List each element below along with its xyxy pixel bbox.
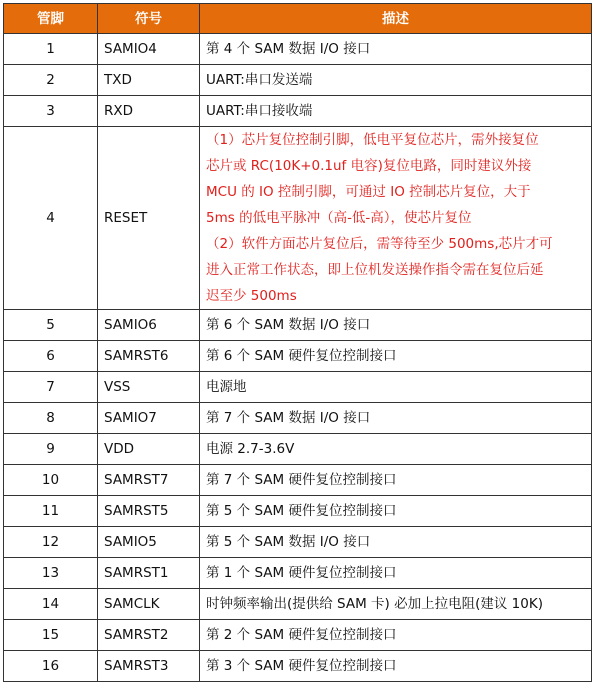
pin-number: 6: [4, 341, 98, 372]
pin-description: 第 6 个 SAM 数据 I/O 接口: [200, 310, 592, 341]
table-row: [4, 34, 592, 65]
reset-desc-line: （2）软件方面芯片复位后，需等待至少 500ms,芯片才可: [206, 236, 553, 252]
table-row: [4, 496, 592, 527]
pin-number: 14: [4, 589, 98, 620]
reset-desc-line: 5ms 的低电平脉冲（高-低-高），使芯片复位: [206, 210, 472, 226]
pin-description: 第 7 个 SAM 数据 I/O 接口: [200, 403, 592, 434]
pin-number: 3: [4, 96, 98, 127]
pin-description: 第 2 个 SAM 硬件复位控制接口: [200, 620, 592, 651]
pin-symbol: SAMIO5: [98, 527, 200, 558]
pin-description: UART:串口接收端: [200, 96, 592, 127]
pin-table-wrapper: [3, 3, 592, 682]
table-row: [4, 403, 592, 434]
table-row-reset: [4, 127, 592, 310]
table-row: [4, 434, 592, 465]
pin-number: 15: [4, 620, 98, 651]
pin-description: 电源地: [200, 372, 592, 403]
pin-number: 11: [4, 496, 98, 527]
pin-number: 10: [4, 465, 98, 496]
pin-symbol: RXD: [98, 96, 200, 127]
pin-number: 9: [4, 434, 98, 465]
table-row: [4, 341, 592, 372]
pin-symbol: SAMCLK: [98, 589, 200, 620]
pin-number: 7: [4, 372, 98, 403]
table-row: [4, 65, 592, 96]
pin-number: 4: [4, 127, 98, 310]
table-row: [4, 527, 592, 558]
table-row: [4, 465, 592, 496]
pin-symbol: SAMRST7: [98, 465, 200, 496]
reset-desc-line: 进入正常工作状态，即上位机发送操作指令需在复位后延: [206, 262, 544, 278]
reset-desc-line: MCU 的 IO 控制引脚，可通过 IO 控制芯片复位，大于: [206, 184, 531, 200]
header-description: 描述: [200, 4, 592, 34]
pin-symbol: SAMIO6: [98, 310, 200, 341]
pin-symbol: TXD: [98, 65, 200, 96]
pin-number: 5: [4, 310, 98, 341]
table-row: [4, 310, 592, 341]
pin-symbol: RESET: [98, 127, 200, 310]
pin-symbol: VDD: [98, 434, 200, 465]
pin-description: 第 4 个 SAM 数据 I/O 接口: [200, 34, 592, 65]
reset-desc-line: 迟至少 500ms: [206, 288, 297, 304]
pin-description: 第 6 个 SAM 硬件复位控制接口: [200, 341, 592, 372]
reset-desc-line: 芯片或 RC(10K+0.1uf 电容)复位电路，同时建议外接: [206, 158, 532, 174]
header-pin: 管脚: [4, 4, 98, 34]
table-header: [4, 4, 592, 34]
pin-symbol: SAMRST5: [98, 496, 200, 527]
pin-description: UART:串口发送端: [200, 65, 592, 96]
table-row: [4, 96, 592, 127]
pin-symbol: SAMRST2: [98, 620, 200, 651]
reset-description: [200, 127, 592, 310]
pin-symbol: SAMIO4: [98, 34, 200, 65]
pin-description: 时钟频率输出(提供给 SAM 卡) 必加上拉电阻(建议 10K): [200, 589, 592, 620]
pin-description: 第 5 个 SAM 硬件复位控制接口: [200, 496, 592, 527]
table-row: [4, 620, 592, 651]
pin-symbol: SAMRST3: [98, 651, 200, 682]
table-row: [4, 558, 592, 589]
pin-description: 第 5 个 SAM 数据 I/O 接口: [200, 527, 592, 558]
pin-number: 16: [4, 651, 98, 682]
pin-number: 1: [4, 34, 98, 65]
pin-number: 2: [4, 65, 98, 96]
pin-symbol: SAMRST1: [98, 558, 200, 589]
pin-number: 12: [4, 527, 98, 558]
pin-number: 13: [4, 558, 98, 589]
pin-number: 8: [4, 403, 98, 434]
pin-symbol: VSS: [98, 372, 200, 403]
pin-symbol: SAMRST6: [98, 341, 200, 372]
pin-description: 电源 2.7-3.6V: [200, 434, 592, 465]
pin-table: [3, 3, 592, 682]
header-symbol: 符号: [98, 4, 200, 34]
pin-symbol: SAMIO7: [98, 403, 200, 434]
pin-description: 第 3 个 SAM 硬件复位控制接口: [200, 651, 592, 682]
table-row: [4, 372, 592, 403]
table-row: [4, 651, 592, 682]
pin-description: 第 7 个 SAM 硬件复位控制接口: [200, 465, 592, 496]
reset-desc-line: （1）芯片复位控制引脚，低电平复位芯片，需外接复位: [206, 132, 539, 148]
table-row: [4, 589, 592, 620]
pin-description: 第 1 个 SAM 硬件复位控制接口: [200, 558, 592, 589]
table-body: [4, 34, 592, 682]
